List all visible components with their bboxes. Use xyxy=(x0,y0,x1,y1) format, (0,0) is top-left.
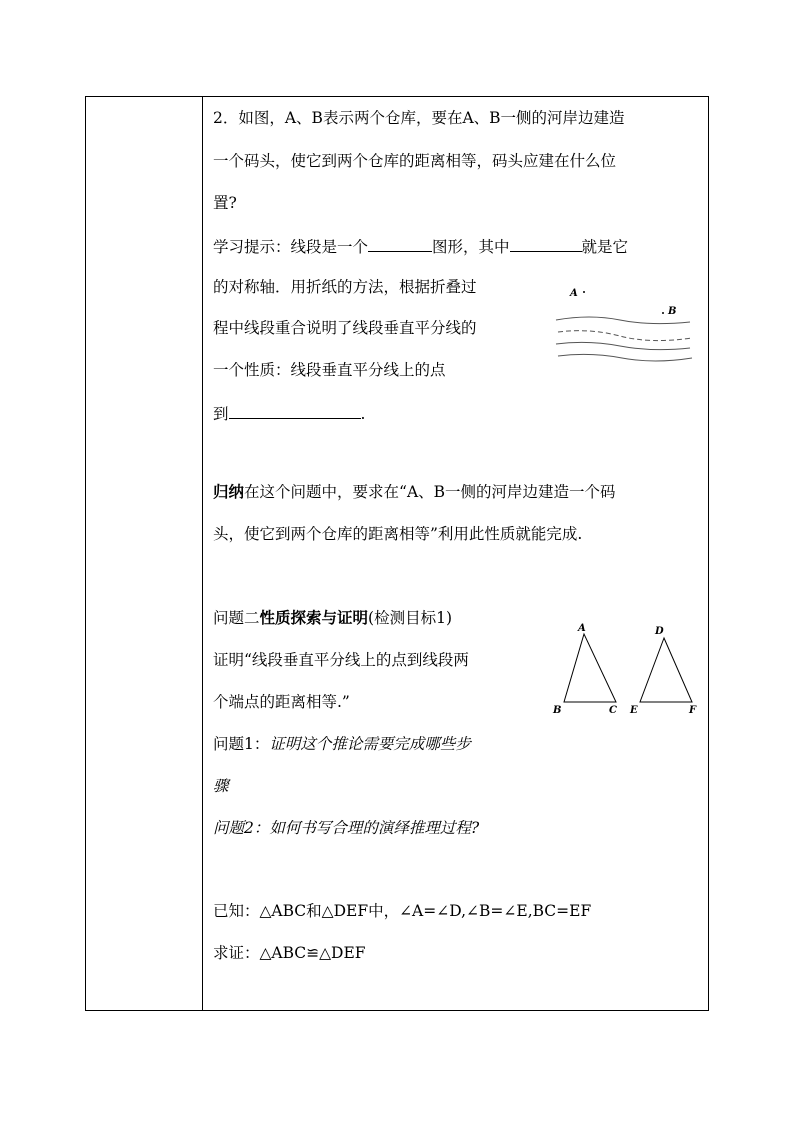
problem2-line7: 一个性质：线段垂直平分线上的点 xyxy=(213,361,446,379)
summary-line2: 头，使它到两个仓库的距离相等”利用此性质就能完成. xyxy=(213,525,583,543)
summary-text-1: 在这个问题中，要求在“A、B一侧的河岸边建造一个码 xyxy=(244,483,616,501)
problem2-line8 xyxy=(213,402,365,424)
heading-title: 性质探索与证明 xyxy=(259,608,369,627)
problem-two-heading xyxy=(213,608,452,628)
river-bank-middle xyxy=(556,342,690,349)
river-figure xyxy=(550,280,700,370)
answer-blank-2[interactable] xyxy=(510,235,582,252)
heading-prefix: 问题二 xyxy=(213,609,260,627)
hint-text-b: 图形，其中 xyxy=(432,238,510,256)
question1-line xyxy=(213,734,471,754)
question1-cont: 骤 xyxy=(213,777,229,795)
question2-line: 问题2：如何书写合理的演绎推理过程? xyxy=(213,819,480,837)
problem2-line3: 置? xyxy=(213,194,237,212)
vertex-f-label: F xyxy=(689,705,697,716)
problem2-line1: 2．如图，A、B表示两个仓库，要在A、B一侧的河岸边建造 xyxy=(213,109,625,127)
summary-line1 xyxy=(213,482,616,502)
line8-text-a: 到 xyxy=(213,405,229,423)
triangle-def xyxy=(640,638,692,702)
hint-text-a: 学习提示：线段是一个 xyxy=(213,238,369,256)
point-b xyxy=(662,312,664,314)
prove-statement: 求证：△ABC≌△DEF xyxy=(213,944,366,962)
heading-suffix: (检测目标1) xyxy=(368,609,452,627)
summary-label: 归纳 xyxy=(213,482,245,501)
answer-blank-3[interactable] xyxy=(229,402,361,419)
vertex-a-label: A xyxy=(578,623,586,634)
river-bank-upper xyxy=(556,317,690,324)
vertex-d-label: D xyxy=(655,626,664,637)
triangle-abc xyxy=(564,634,616,702)
vertex-c-label: C xyxy=(609,705,617,716)
prove-line2: 个端点的距离相等.” xyxy=(213,693,350,711)
problem2-line5: 的对称轴．用折纸的方法，根据折叠过 xyxy=(213,278,477,296)
river-bank-lower xyxy=(558,354,692,361)
answer-blank-1[interactable] xyxy=(368,235,432,252)
point-b-label: B xyxy=(668,306,677,317)
problem2-line6: 程中线段重合说明了线段垂直平分线的 xyxy=(213,319,477,337)
point-a xyxy=(583,291,585,293)
point-a-label: A xyxy=(570,288,578,299)
column-divider xyxy=(202,96,203,1011)
problem2-line2: 一个码头，使它到两个仓库的距离相等，码头应建在什么位 xyxy=(213,152,617,170)
question1-label: 问题1： xyxy=(213,735,270,753)
hint-line xyxy=(213,235,628,257)
line8-text-b: . xyxy=(360,405,366,423)
river-dashed xyxy=(558,331,692,341)
hint-text-c: 就是它 xyxy=(581,238,629,256)
table-frame xyxy=(85,96,709,1011)
prove-line1: 证明“线段垂直平分线上的点到线段两 xyxy=(213,651,469,669)
triangles-figure xyxy=(550,620,705,720)
given-line: 已知：△ABC和△DEF中，∠A=∠D,∠B=∠E,BC=EF xyxy=(213,902,592,920)
vertex-b-label: B xyxy=(553,705,562,716)
question1-text: 证明这个推论需要完成哪些步 xyxy=(269,735,471,753)
vertex-e-label: E xyxy=(630,705,638,716)
